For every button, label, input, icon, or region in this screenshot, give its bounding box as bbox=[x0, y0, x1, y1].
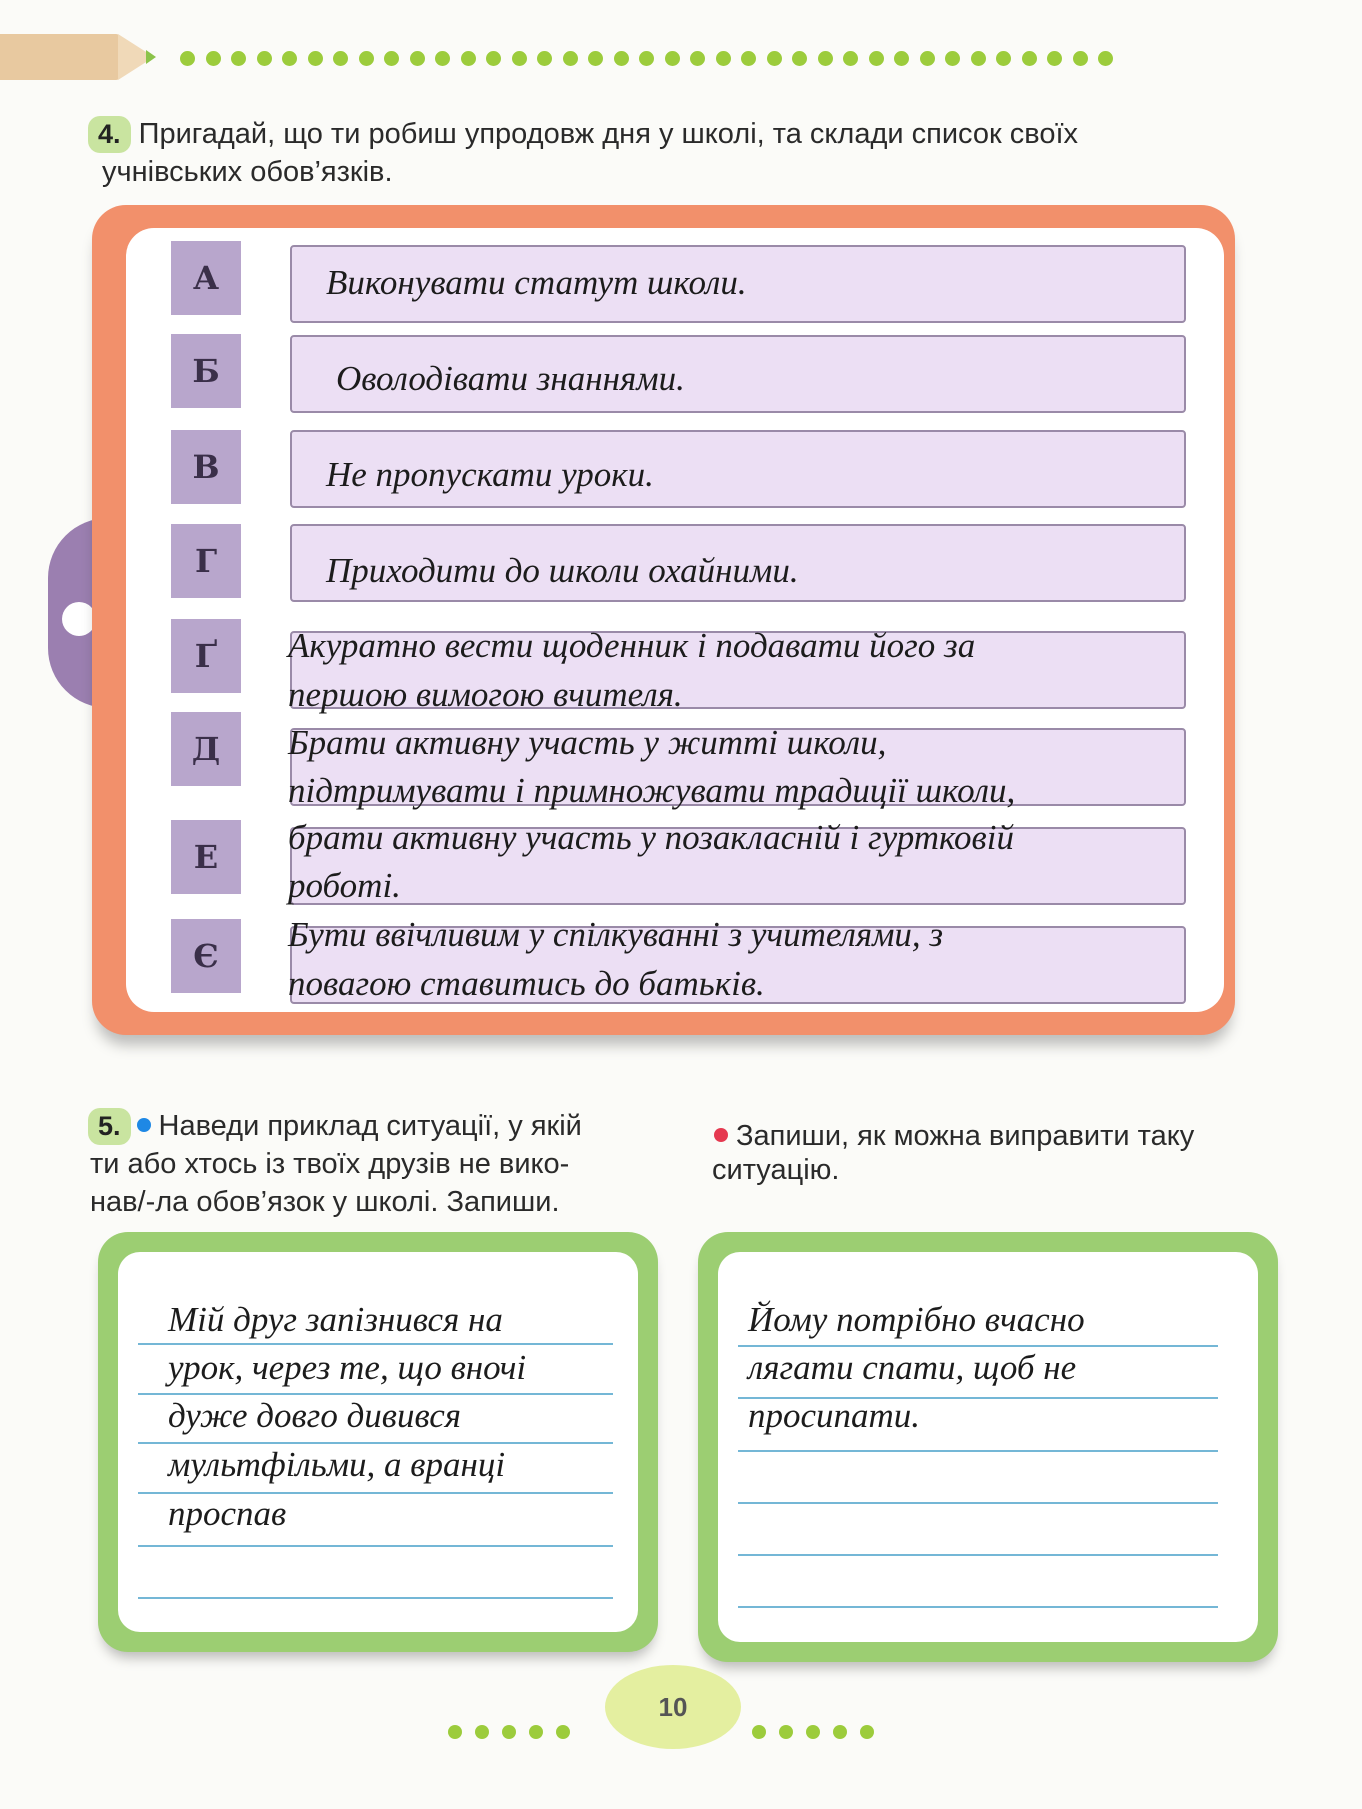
decorative-dot bbox=[767, 51, 782, 66]
decorative-dot bbox=[563, 51, 578, 66]
task5-right-line2: ситуацію. bbox=[712, 1154, 840, 1186]
decorative-dot bbox=[475, 1725, 489, 1739]
decorative-dot bbox=[818, 51, 833, 66]
left-rule-6 bbox=[138, 1597, 613, 1599]
decorative-dot bbox=[537, 51, 552, 66]
right-rule-3 bbox=[738, 1450, 1218, 1452]
answer-text-a: Виконувати статут школи. bbox=[326, 263, 747, 302]
answer-text-v: Не пропускати уроки. bbox=[326, 455, 654, 494]
page-number: 10 bbox=[605, 1665, 741, 1749]
decorative-dot bbox=[843, 51, 858, 66]
decorative-dot bbox=[231, 51, 246, 66]
letter-g: Ґ bbox=[171, 619, 241, 693]
red-bullet-icon bbox=[714, 1128, 728, 1142]
right-rule-5 bbox=[738, 1554, 1218, 1556]
decorative-dot bbox=[502, 1725, 516, 1739]
letter-b: Б bbox=[171, 334, 241, 408]
letter-a: А bbox=[171, 241, 241, 315]
right-rule-6 bbox=[738, 1606, 1218, 1608]
answer-text-e-line2: роботі. bbox=[288, 866, 401, 905]
decorative-dot bbox=[257, 51, 272, 66]
decorative-dot bbox=[792, 51, 807, 66]
decorative-dot bbox=[529, 1725, 543, 1739]
decorative-dot bbox=[512, 51, 527, 66]
task4-instruction-line2: учнівських обов’язків. bbox=[102, 156, 393, 188]
answer-text-g-line1: Акуратно вести щоденник і подавати його за bbox=[288, 626, 976, 665]
pencil-decoration bbox=[0, 34, 120, 80]
footer-dots-right bbox=[752, 1725, 874, 1739]
footer-dots-left bbox=[448, 1725, 570, 1739]
task5-right-instruction bbox=[708, 1118, 1348, 1155]
task5-left-line2: ти або хтось із твоїх друзів не вико- bbox=[90, 1148, 570, 1180]
letter-v: В bbox=[171, 430, 241, 504]
decorative-dot bbox=[384, 51, 399, 66]
decorative-dot bbox=[410, 51, 425, 66]
decorative-dot bbox=[996, 51, 1011, 66]
answer-text-d-line2: підтримувати і примножувати традиції школи, bbox=[288, 771, 1016, 810]
decorative-dot bbox=[1047, 51, 1062, 66]
decorative-dot bbox=[752, 1725, 766, 1739]
decorative-dot bbox=[806, 1725, 820, 1739]
letter-h: Г bbox=[171, 524, 241, 598]
task5-left-instruction bbox=[88, 1108, 698, 1145]
answer-text-b: Оволодівати знаннями. bbox=[336, 359, 685, 398]
decorative-dot bbox=[588, 51, 603, 66]
decorative-dot bbox=[690, 51, 705, 66]
answer-text-d-line1: Брати активну участь у житті школи, bbox=[288, 723, 887, 762]
header-dot-line bbox=[180, 51, 1113, 66]
decorative-dot bbox=[741, 51, 756, 66]
right-answer-line2: лягати спати, щоб не bbox=[748, 1348, 1077, 1387]
decorative-dot bbox=[486, 51, 501, 66]
decorative-dot bbox=[869, 51, 884, 66]
left-answer-line3: дуже довго дивився bbox=[168, 1396, 462, 1435]
decorative-dot bbox=[665, 51, 680, 66]
blue-bullet-icon bbox=[137, 1118, 151, 1132]
right-answer-line3: просипати. bbox=[748, 1396, 921, 1435]
left-answer-line4: мультфільми, а вранці bbox=[168, 1445, 506, 1484]
task5-left-line1: Наведи приклад ситуації, у якій bbox=[158, 1110, 582, 1142]
task4-instruction-line1: Пригадай, що ти робиш упродовж дня у школі, та склади список своїх bbox=[138, 118, 1079, 150]
decorative-dot bbox=[556, 1725, 570, 1739]
task5-number: 5. bbox=[88, 1108, 131, 1145]
answer-text-ye-line1: Бути ввічливим у спілкуванні з учителями, з bbox=[288, 915, 944, 954]
decorative-dot bbox=[461, 51, 476, 66]
decorative-dot bbox=[206, 51, 221, 66]
decorative-dot bbox=[639, 51, 654, 66]
decorative-dot bbox=[920, 51, 935, 66]
answer-text-ye-line2: повагою ставитись до батьків. bbox=[288, 964, 765, 1003]
decorative-dot bbox=[894, 51, 909, 66]
letter-d: Д bbox=[171, 712, 241, 786]
right-rule-4 bbox=[738, 1502, 1218, 1504]
decorative-dot bbox=[1073, 51, 1088, 66]
left-answer-line5: проспав bbox=[168, 1494, 287, 1533]
decorative-dot bbox=[180, 51, 195, 66]
answer-text-e-line1: брати активну участь у позакласній і гуртковій bbox=[288, 818, 1014, 857]
decorative-dot bbox=[333, 51, 348, 66]
decorative-dot bbox=[435, 51, 450, 66]
answer-text-g-line2: першою вимогою вчителя. bbox=[288, 675, 683, 714]
left-answer-line1: Мій друг запізнився на bbox=[168, 1300, 503, 1339]
decorative-dot bbox=[779, 1725, 793, 1739]
task4-instruction bbox=[88, 116, 1288, 153]
letter-ye: Є bbox=[171, 919, 241, 993]
decorative-dot bbox=[945, 51, 960, 66]
letter-e: Е bbox=[171, 820, 241, 894]
decorative-dot bbox=[308, 51, 323, 66]
task5-left-line3: нав/-ла обов’язок у школі. Запиши. bbox=[90, 1186, 560, 1218]
decorative-dot bbox=[1022, 51, 1037, 66]
decorative-dot bbox=[833, 1725, 847, 1739]
decorative-dot bbox=[716, 51, 731, 66]
decorative-dot bbox=[614, 51, 629, 66]
decorative-dot bbox=[359, 51, 374, 66]
left-answer-line2: урок, через те, що вночі bbox=[168, 1348, 527, 1387]
decorative-dot bbox=[860, 1725, 874, 1739]
pencil-lead-decoration bbox=[146, 50, 156, 64]
answer-text-h: Приходити до школи охайними. bbox=[326, 551, 799, 590]
decorative-dot bbox=[448, 1725, 462, 1739]
task5-right-line1: Запиши, як можна виправити таку bbox=[736, 1120, 1195, 1152]
task4-number: 4. bbox=[88, 116, 131, 153]
left-rule-5 bbox=[138, 1545, 613, 1547]
decorative-dot bbox=[282, 51, 297, 66]
right-answer-line1: Йому потрібно вчасно bbox=[748, 1300, 1085, 1339]
decorative-dot bbox=[971, 51, 986, 66]
clipboard-clip-hole bbox=[62, 602, 96, 636]
decorative-dot bbox=[1098, 51, 1113, 66]
